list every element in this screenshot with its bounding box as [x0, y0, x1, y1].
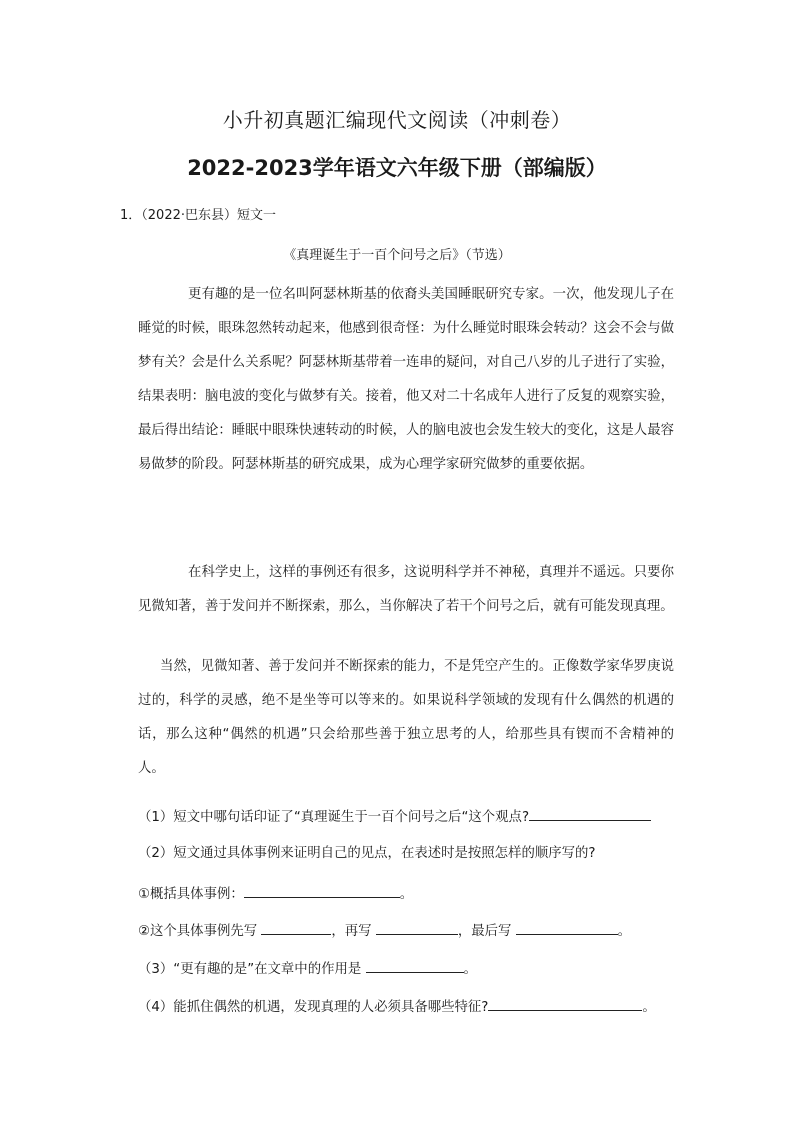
answer-blank-1[interactable]: [529, 806, 651, 821]
question-2b: [138, 920, 631, 942]
question-1: [138, 806, 651, 828]
period: 。: [617, 924, 632, 939]
question-2: [138, 844, 596, 864]
paragraph-3: 当然，见微知著、善于发问并不断探索的能力，不是凭空产生的。正像数学家华罗庚说过的，科学的灵感，绝不是坐等可以等来的。如果说科学领域的发现有什么偶然的机遇的话，那么这种“偶然的机遇”只会给那些善于独立思考的人，给那些具有锲而不舍精神的人。: [138, 659, 674, 776]
question-2b-text-3: ，最后写: [457, 924, 512, 939]
answer-blank-2b-2[interactable]: [376, 920, 458, 935]
question-1-text: （1）短文中哪句话印证了“真理诞生于一百个问号之后“这个观点?: [138, 810, 530, 825]
question-3: [138, 958, 477, 980]
answer-blank-2b-1[interactable]: [261, 920, 331, 935]
answer-blank-2b-3[interactable]: [516, 920, 618, 935]
period: 。: [642, 1000, 656, 1015]
question-2b-text-1: ②这个具体事例先写: [138, 924, 258, 939]
question-2b-text-2: ，再写: [331, 924, 372, 939]
question-2a-text: ①概括具体事例：: [138, 887, 244, 902]
answer-blank-4[interactable]: [488, 996, 642, 1011]
paragraph-2: 在科学史上，这样的事例还有很多，这说明科学并不神秘，真理并不遥远。只要你见微知著，善于发问并不断探索，那么，当你解决了若干个问号之后，就有可能发现真理。: [138, 565, 674, 614]
passage-title: 《真理诞生于一百个问号之后》（节选）: [283, 248, 511, 263]
document-title: 小升初真题汇编现代文阅读（冲刺卷）: [222, 108, 572, 132]
question-2a: [138, 883, 413, 905]
question-3-text: （3）“更有趣的是”在文章中的作用是: [138, 962, 362, 977]
answer-blank-3[interactable]: [366, 958, 464, 973]
period: 。: [463, 962, 477, 977]
paragraph-1: 更有趣的是一位名叫阿瑟林斯基的依裔头美国睡眠研究专家。一次，他发现儿子在睡觉的时候，眼珠忽然转动起来，他感到很奇怪：为什么睡觉时眼珠会转动？这会不会与做梦有关？会是什么关系呢？阿瑟林斯基带着一连串的疑问，对自己八岁的儿子进行了实验，结果表明：脑电波的变化与做梦有关。接着，他又对二十名成年人进行了反复的观察实验，最后得出结论：睡眠中眼珠快速转动的时候，人的脑电波也会发生较大的变化，这是人最容易做梦的阶段。阿瑟林斯基的研究成果，成为心理学家研究做梦的重要依据。: [138, 287, 674, 472]
question-header: 1．（2022·巴东县）短文一: [120, 208, 276, 223]
period: 。: [399, 887, 414, 902]
question-4-text: （4）能抓住偶然的机遇，发现真理的人必须具备哪些特征?: [138, 1000, 489, 1015]
question-4: [138, 996, 656, 1018]
document-subtitle: 2022-2023学年语文六年级下册（部编版）: [187, 156, 607, 180]
answer-blank-2a[interactable]: [244, 883, 400, 898]
question-2-text: （2）短文通过具体事例来证明自己的见点，在表述时是按照怎样的顺序写的?: [138, 846, 596, 861]
